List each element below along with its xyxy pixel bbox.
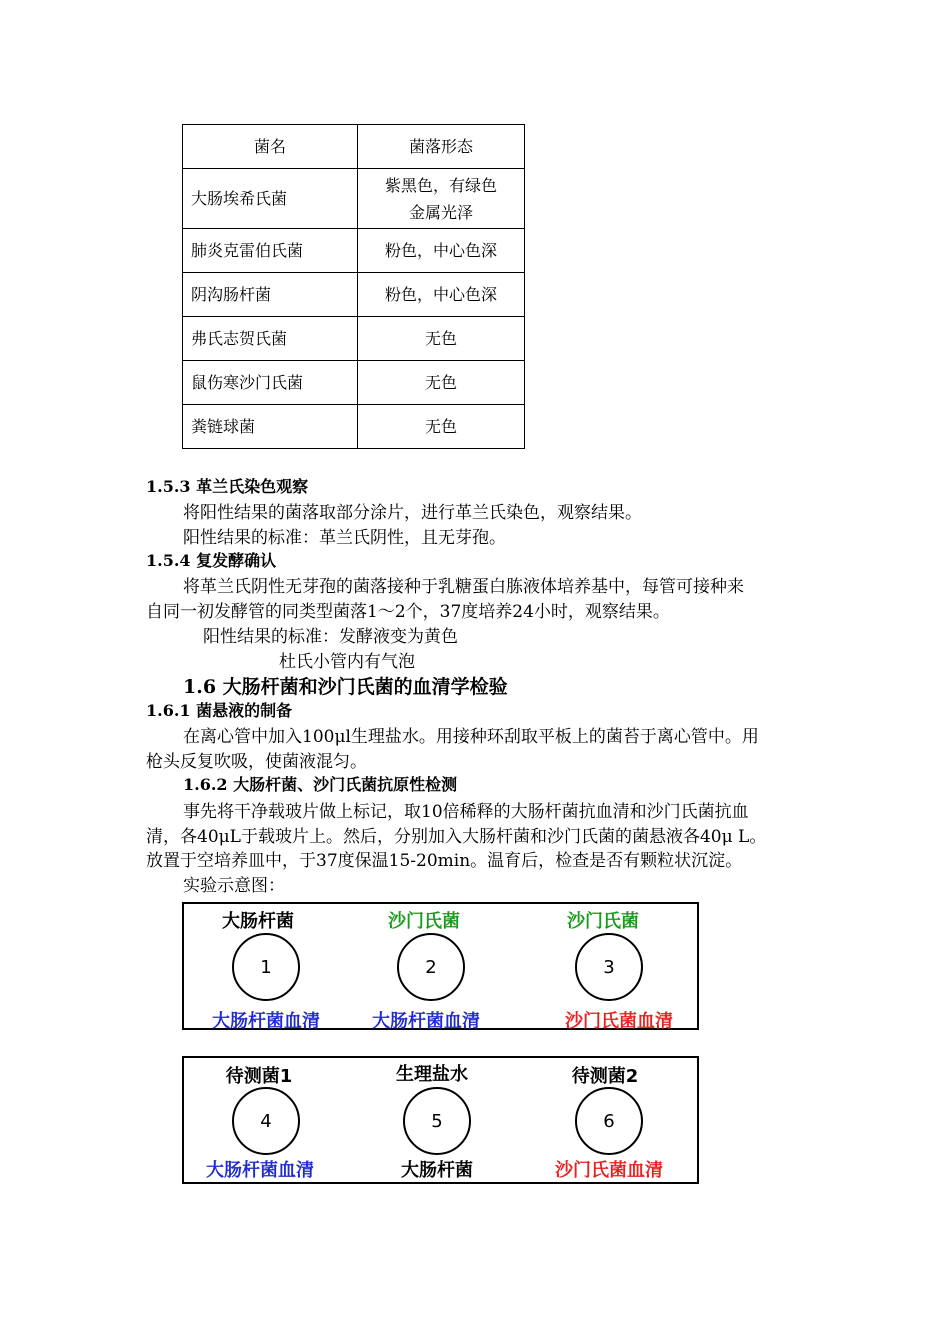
section-heading-1-5-4: 1.5.4 复发酵确认	[146, 551, 277, 570]
slide-bottom-label: 沙门氏菌血清	[555, 1160, 663, 1181]
slide-top-label: 沙门氏菌	[388, 911, 460, 932]
section-heading-1-6-1: 1.6.1 菌悬液的制备	[146, 701, 293, 720]
colony-morphology-table	[182, 124, 525, 449]
slide-bottom-label: 大肠杆菌	[401, 1160, 473, 1181]
cell-morphology-line: 紫黑色，有绿色	[384, 175, 497, 195]
slide-bottom-label: 大肠杆菌血清	[372, 1011, 480, 1032]
slide-bottom-label: 大肠杆菌血清	[206, 1160, 314, 1181]
table-row	[183, 273, 525, 317]
cell-name: 粪链球菌	[183, 405, 358, 449]
cell-name: 肺炎克雷伯氏菌	[183, 229, 358, 273]
slide-circle: 3	[575, 933, 643, 1001]
slide-circle: 2	[397, 933, 465, 1001]
header-name: 菌名	[183, 125, 358, 169]
paragraph: 放置于空培养皿中，于37度保温15-20min。温育后，检查是否有颗粒状沉淀。	[146, 851, 743, 871]
cell-morphology: 粉色，中心色深	[358, 273, 525, 317]
section-heading-1-6-2: 1.6.2 大肠杆菌、沙门氏菌抗原性检测	[183, 775, 458, 794]
cell-morphology	[358, 169, 525, 229]
paragraph: 枪头反复吹吸，使菌液混匀。	[146, 752, 367, 772]
header-morphology: 菌落形态	[358, 125, 525, 169]
cell-name: 大肠埃希氏菌	[183, 169, 358, 229]
paragraph: 自同一初发酵管的同类型菌落1～2个，37度培养24小时，观察结果。	[146, 602, 670, 622]
paragraph: 将阳性结果的菌落取部分涂片，进行革兰氏染色，观察结果。	[183, 503, 642, 523]
paragraph: 事先将干净载玻片做上标记，取10倍稀释的大肠杆菌抗血清和沙门氏菌抗血	[183, 802, 749, 822]
table-row	[183, 361, 525, 405]
paragraph: 杜氏小管内有气泡	[279, 652, 415, 672]
slide-bottom-label: 大肠杆菌血清	[212, 1011, 320, 1032]
slide-bottom-label: 沙门氏菌血清	[565, 1011, 673, 1032]
cell-name: 鼠伤寒沙门氏菌	[183, 361, 358, 405]
table-header-row	[183, 125, 525, 169]
cell-morphology: 无色	[358, 317, 525, 361]
experiment-diagram-2	[182, 1056, 699, 1184]
cell-morphology: 粉色，中心色深	[358, 229, 525, 273]
paragraph: 实验示意图：	[183, 876, 285, 896]
experiment-diagram-1	[182, 902, 699, 1030]
slide-circle: 4	[232, 1087, 300, 1155]
paragraph: 清，各40μL于载玻片上。然后，分别加入大肠杆菌和沙门氏菌的菌悬液各40μ L。	[146, 827, 767, 847]
slide-top-label: 待测菌2	[571, 1066, 639, 1087]
paragraph: 将革兰氏阴性无芽孢的菌落接种于乳糖蛋白胨液体培养基中，每管可接种来	[183, 577, 744, 597]
slide-circle: 6	[575, 1087, 643, 1155]
cell-morphology-line: 金属光泽	[408, 202, 473, 222]
slide-circle: 5	[403, 1087, 471, 1155]
table-row	[183, 405, 525, 449]
slide-circle: 1	[232, 933, 300, 1001]
table-row	[183, 229, 525, 273]
paragraph: 阳性结果的标准：革兰氏阴性，且无芽孢。	[183, 528, 506, 548]
slide-top-label: 大肠杆菌	[222, 911, 294, 932]
cell-name: 阴沟肠杆菌	[183, 273, 358, 317]
section-heading-1-5-3: 1.5.3 革兰氏染色观察	[146, 477, 309, 496]
table-row	[183, 169, 525, 229]
slide-top-label: 待测菌1	[225, 1066, 293, 1087]
paragraph: 阳性结果的标准：发酵液变为黄色	[203, 627, 458, 647]
table-row	[183, 317, 525, 361]
cell-morphology: 无色	[358, 405, 525, 449]
paragraph: 在离心管中加入100μl生理盐水。用接种环刮取平板上的菌苔于离心管中。用	[183, 727, 759, 747]
cell-morphology: 无色	[358, 361, 525, 405]
section-heading-1-6: 1.6 大肠杆菌和沙门氏菌的血清学检验	[183, 676, 508, 698]
slide-top-label: 沙门氏菌	[567, 911, 639, 932]
cell-name: 弗氏志贺氏菌	[183, 317, 358, 361]
slide-top-label: 生理盐水	[396, 1064, 468, 1085]
